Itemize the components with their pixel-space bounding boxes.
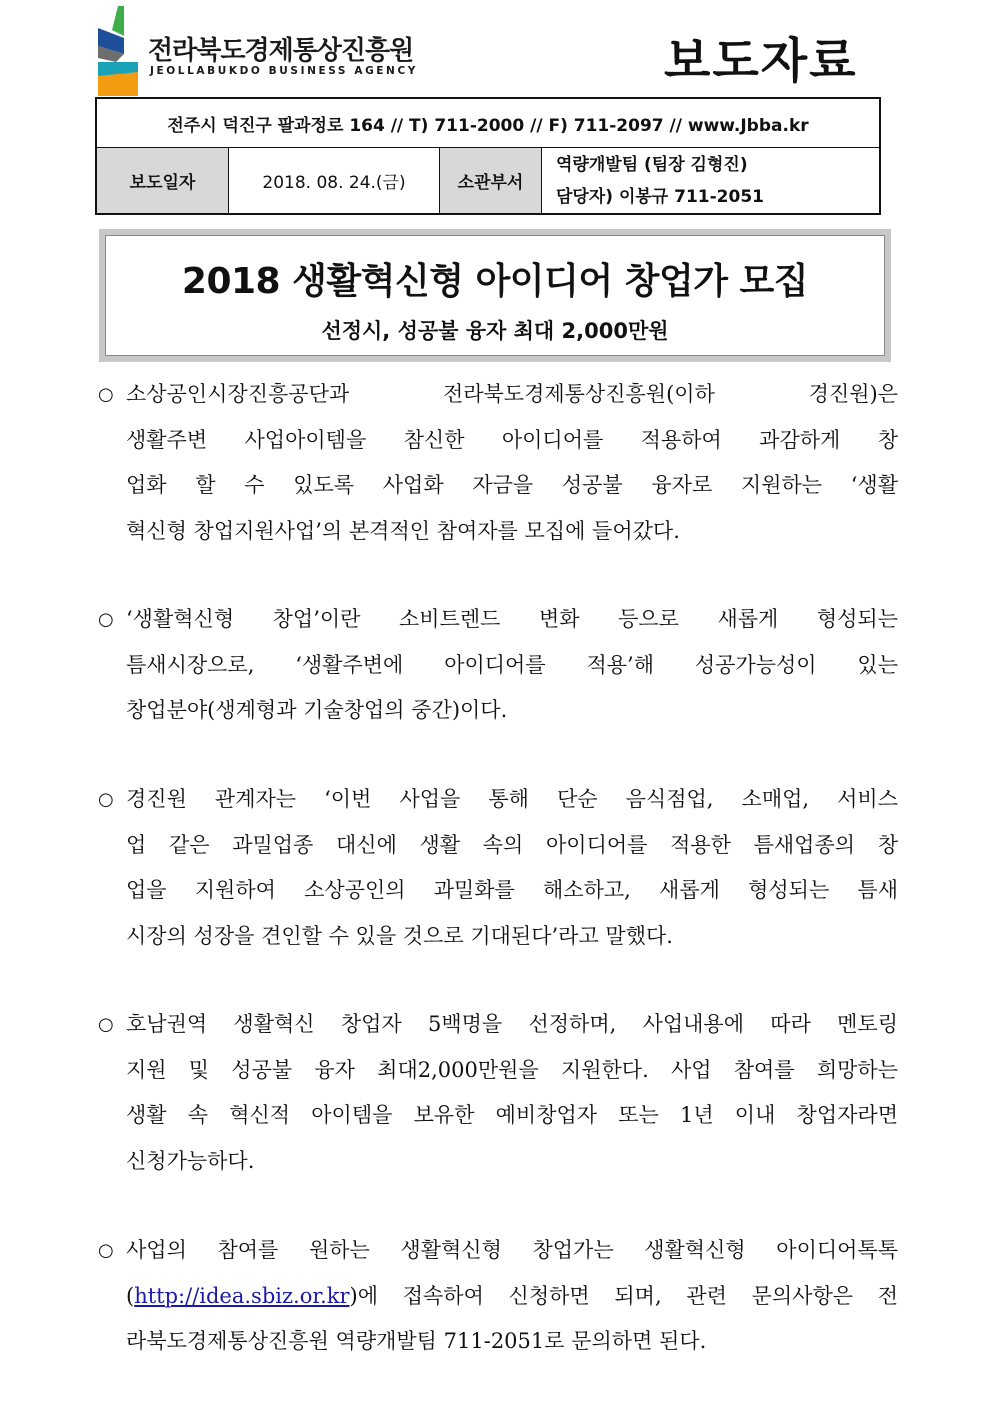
paragraph-line-rest: )에 접속하여 신청하면 되며, 관련 문의사항은 전 <box>349 1283 898 1308</box>
headline: 2018 생활혁신형 아이디어 창업가 모집 <box>181 261 809 302</box>
bullet-icon: ○ <box>98 789 114 810</box>
paragraph-line: 호남권역 생활혁신 창업자 5백명을 선정하며, 사업내용에 따라 멘토링 <box>126 1012 898 1036</box>
release-date-value: 2018. 08. 24.(금) <box>229 148 440 213</box>
paragraph-line: 생활 속 혁신적 아이템을 보유한 예비창업자 또는 1년 이내 창업자라면 <box>126 1103 898 1127</box>
paragraph-line: 소상공인시장진흥공단과 전라북도경제통상진흥원(이하 경진원)은 <box>126 382 898 406</box>
department-label: 소관부서 <box>440 148 542 213</box>
paragraph-line: 시장의 성장을 견인할 수 있을 것으로 기대된다’라고 말했다. <box>126 923 673 948</box>
bullet-icon: ○ <box>98 609 114 630</box>
paragraph-line: 업을 지원하여 소상공인의 과밀화를 해소하고, 새롭게 형성되는 틈새 <box>126 878 898 902</box>
agency-logo-mark-icon <box>94 6 142 96</box>
bullet-icon: ○ <box>98 1014 114 1035</box>
body-paragraph <box>98 372 898 554</box>
bullet-icon: ○ <box>98 384 114 405</box>
paragraph-line <box>126 1274 898 1320</box>
paragraph-line: 신청가능하다. <box>126 1148 255 1173</box>
department-contact: 담당자) 이봉규 711-2051 <box>556 186 764 207</box>
body-paragraph <box>98 1002 898 1184</box>
department-team: 역량개발팀 (팀장 김형진) <box>556 154 748 175</box>
document-type-heading: 보도자료 <box>664 33 858 89</box>
department-value <box>542 148 879 213</box>
paragraph-line: 생활주변 사업아이템을 참신한 아이디어를 적용하여 과감하게 창 <box>126 427 898 452</box>
bullet-icon: ○ <box>98 1240 114 1261</box>
body-paragraph <box>98 777 898 959</box>
paren-open: ( <box>126 1283 135 1308</box>
paragraph-line: 지원 및 성공불 융자 최대2,000만원을 지원한다. 사업 참여를 희망하는 <box>126 1057 898 1082</box>
paragraph-line: 사업의 참여를 원하는 생활혁신형 창업가는 생활혁신형 아이디어톡톡 <box>126 1238 898 1262</box>
paragraph-line: 혁신형 창업지원사업’의 본격적인 참여자를 모집에 들어갔다. <box>126 518 680 543</box>
body-paragraph <box>98 597 898 734</box>
paragraph-line: 창업분야(생계형과 기술창업의 중간)이다. <box>126 698 508 722</box>
press-info-table <box>95 97 881 215</box>
paragraph-line: 라북도경제통상진흥원 역량개발팀 711-2051로 문의하면 된다. <box>126 1329 707 1353</box>
subheadline: 선정시, 성공불 융자 최대 2,000만원 <box>321 319 669 343</box>
paragraph-line: 틈새시장으로, ‘생활주변에 아이디어를 적용’해 성공가능성이 있는 <box>126 652 898 677</box>
org-name-english: JEOLLABUKDO BUSINESS AGENCY <box>150 65 418 77</box>
application-site-link[interactable]: http://idea.sbiz.or.kr <box>134 1283 350 1308</box>
paragraph-line: ‘생활혁신형 창업’이란 소비트렌드 변화 등으로 새롭게 형성되는 <box>126 607 898 631</box>
paragraph-line: 업 같은 과밀업종 대신에 생활 속의 아이디어를 적용한 틈새업종의 창 <box>126 832 898 857</box>
agency-logo <box>94 6 418 96</box>
org-name: 전라북도경제통상진흥원 <box>148 36 414 66</box>
release-date-label: 보도일자 <box>97 148 229 213</box>
paragraph-line: 업화 할 수 있도록 사업화 자금을 성공불 융자로 지원하는 ‘생활 <box>126 473 898 497</box>
body-paragraph <box>98 1228 898 1365</box>
headline-box <box>99 229 891 362</box>
paragraph-line: 경진원 관계자는 ‘이번 사업을 통해 단순 음식점업, 소매업, 서비스 <box>126 787 898 811</box>
contact-line: 전주시 덕진구 팔과정로 164 // T) 711-2000 // F) 711-2097 // www.Jbba.kr <box>97 99 879 148</box>
